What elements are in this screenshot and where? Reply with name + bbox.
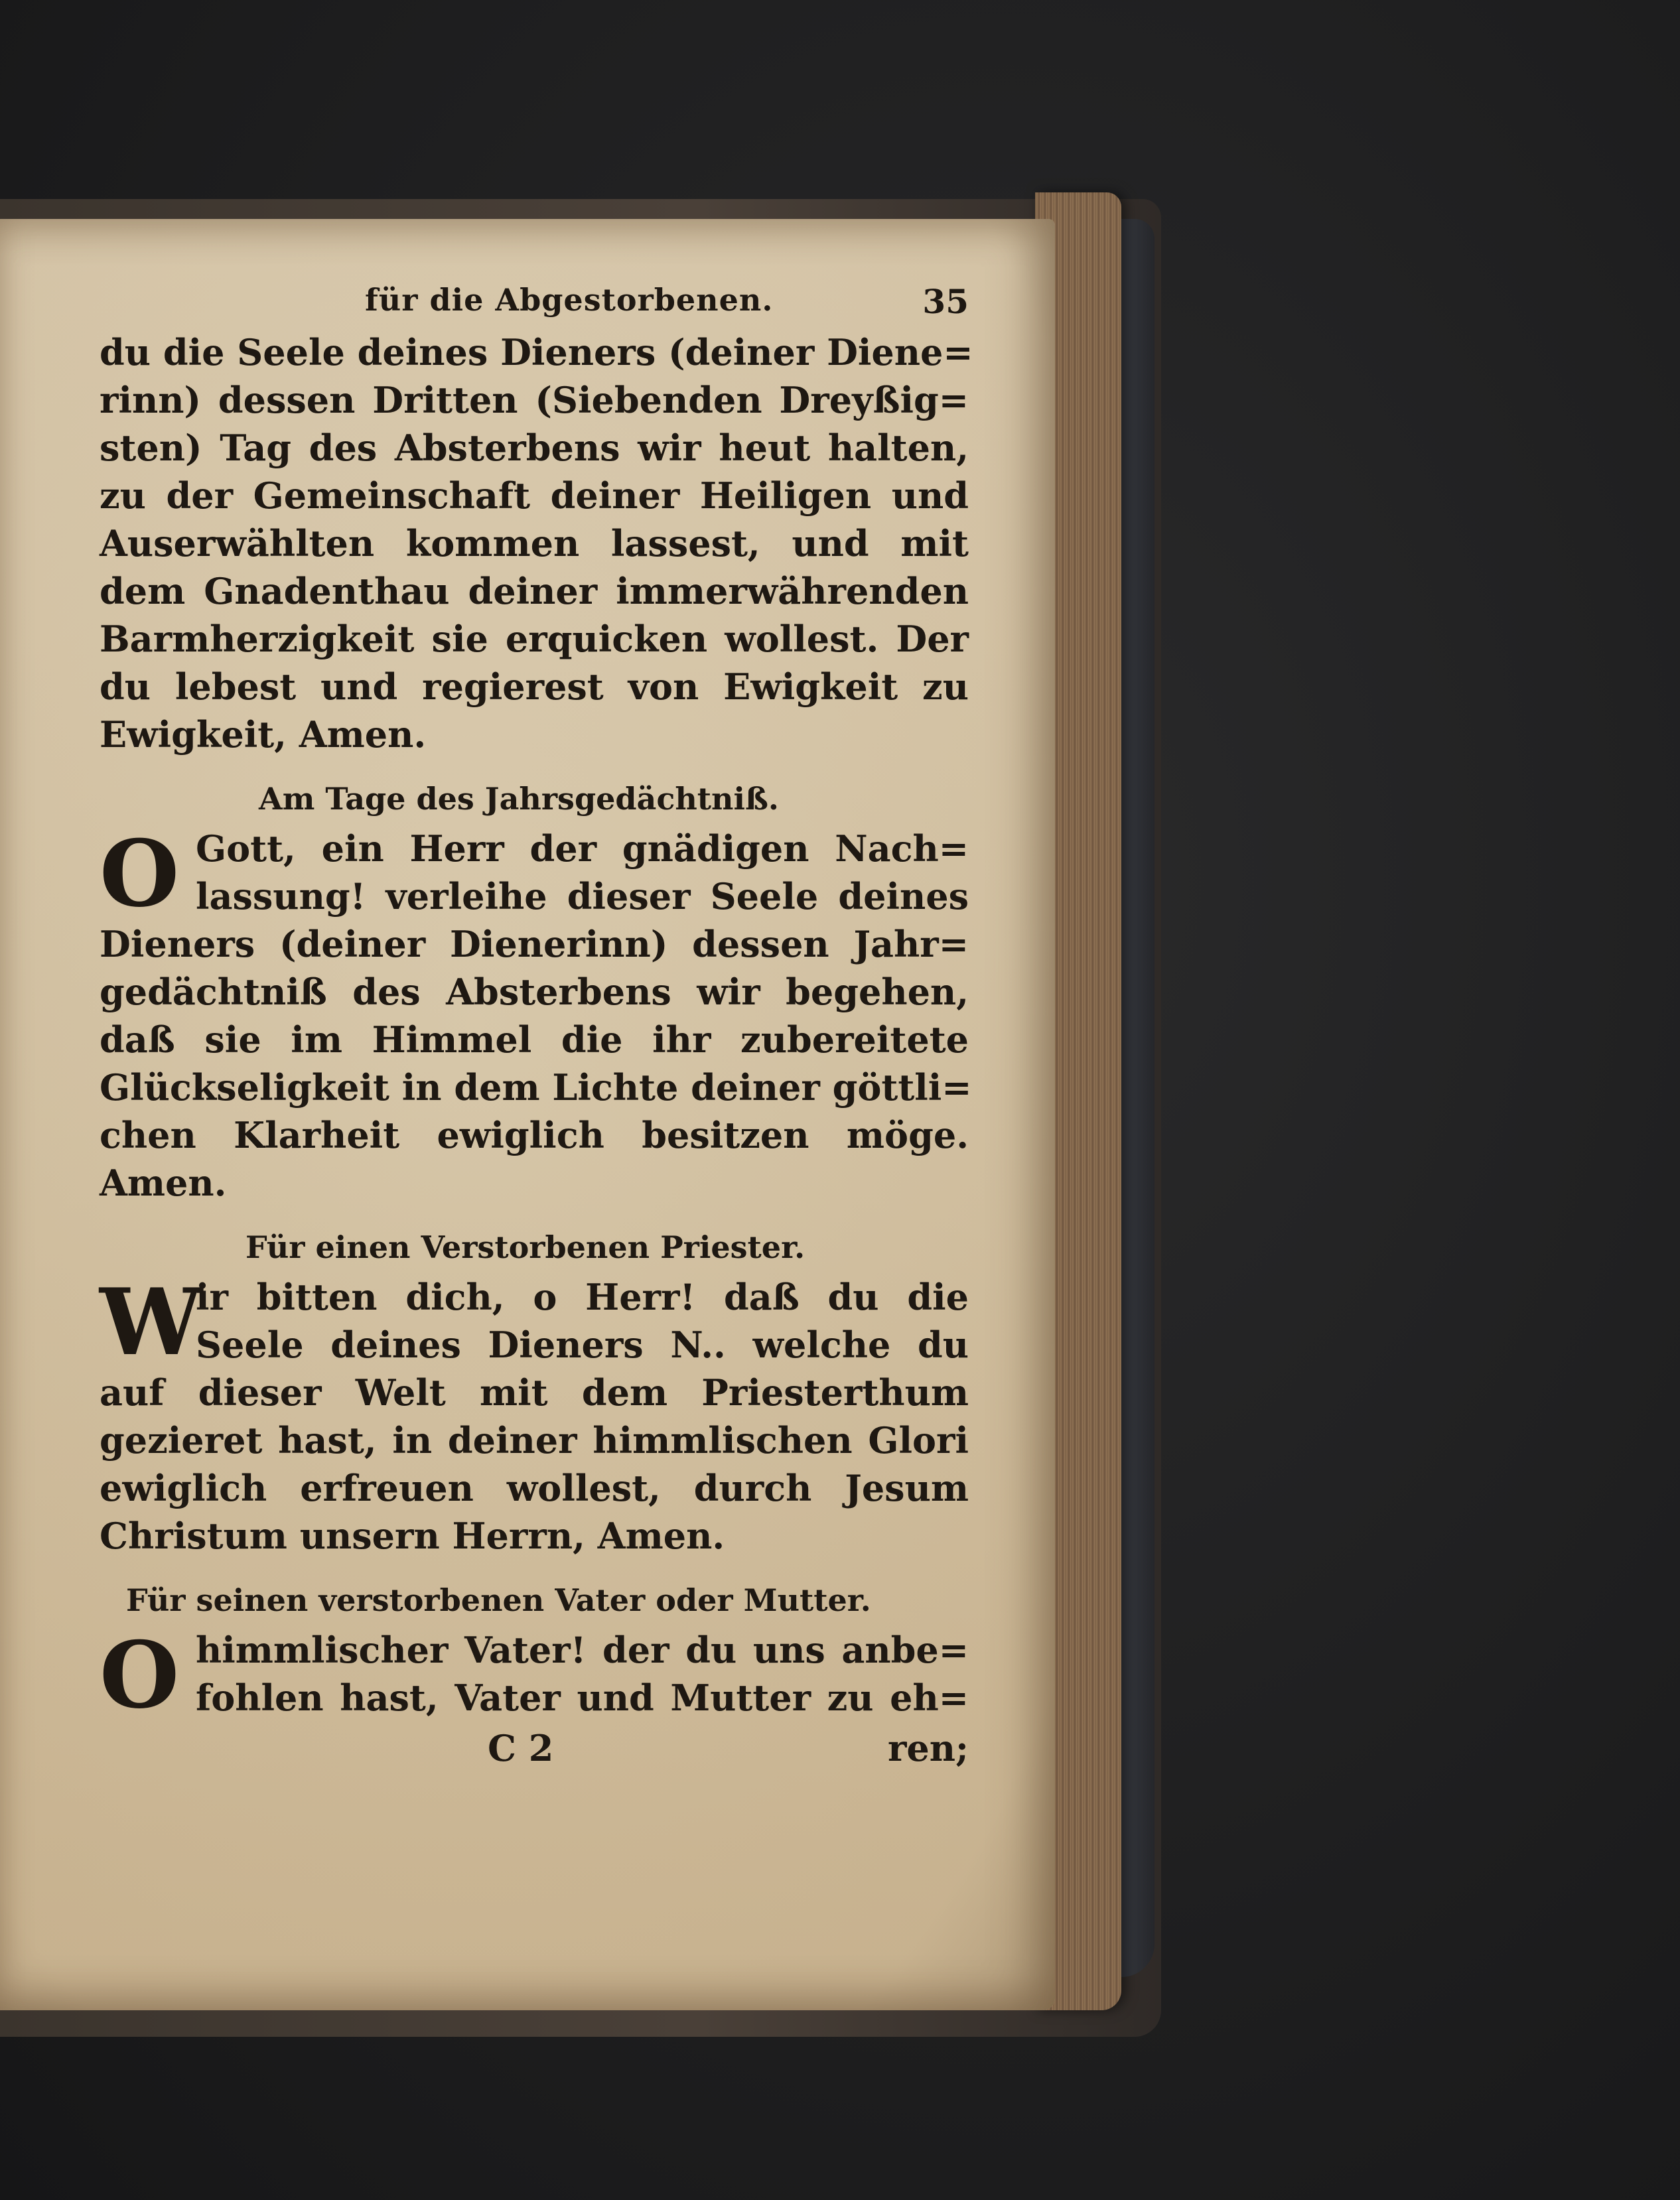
page-footer xyxy=(100,1724,969,1772)
section-heading-anniversary: Am Tage des Jahrsgedächtniß. xyxy=(259,781,779,817)
page-number: 35 xyxy=(922,282,969,321)
text-line: Barmherzigkeit sie erquicken wollest. Der xyxy=(100,618,969,660)
text-line: sten) Tag des Absterbens wir heut halten, xyxy=(100,427,969,469)
text-line: fohlen hast, Vater und Mutter zu eh= xyxy=(196,1677,969,1719)
text-line: rinn) dessen Dritten (Siebenden Dreyßig= xyxy=(100,379,969,421)
text-line: gedächtniß des Absterbens wir begehen, xyxy=(100,971,969,1013)
text-line: Ewigkeit, Amen. xyxy=(100,713,427,756)
text-line: Dieners (deiner Dienerinn) dessen Jahr= xyxy=(100,923,969,965)
text-line: ewiglich erfreuen wollest, durch Jesum xyxy=(100,1467,969,1509)
text-line: du die Seele deines Dieners (deiner Diene= xyxy=(100,331,973,374)
text-line: dem Gnadenthau deiner immerwährenden xyxy=(100,570,969,612)
drop-initial: O xyxy=(100,819,180,928)
text-line: gezieret hast, in deiner himmlischen Glori xyxy=(100,1419,969,1462)
text-line: zu der Gemeinschaft deiner Heiligen und xyxy=(100,474,969,517)
section-heading-parents: Für seinen verstorbenen Vater oder Mutter. xyxy=(126,1582,871,1618)
page-header xyxy=(100,282,969,328)
text-line: daß sie im Himmel die ihr zubereitete xyxy=(100,1018,969,1061)
book-page xyxy=(0,219,1055,2010)
catchword: ren; xyxy=(887,1727,969,1769)
text-line: Christum unsern Herrn, Amen. xyxy=(100,1515,725,1557)
text-line: Auserwählten kommen lassest, und mit xyxy=(100,522,969,565)
text-line: Amen. xyxy=(100,1162,227,1204)
text-line: lassung! verleihe dieser Seele deines xyxy=(196,875,969,918)
page-text-block xyxy=(100,282,973,1772)
prayer-anniversary xyxy=(100,819,972,1207)
text-line: chen Klarheit ewiglich besitzen möge. xyxy=(100,1114,969,1156)
text-line: himmlischer Vater! der du uns anbe= xyxy=(196,1629,969,1671)
signature-mark: C 2 xyxy=(488,1727,554,1769)
section-heading-priest: Für einen Verstorbenen Priester. xyxy=(245,1229,805,1265)
text-line: du lebest und regierest von Ewigkeit zu xyxy=(100,665,969,708)
text-line: Glückseligkeit in dem Lichte deiner göttli= xyxy=(100,1066,972,1109)
text-line: Seele deines Dieners N.. welche du xyxy=(196,1324,969,1366)
drop-initial: W xyxy=(100,1268,202,1376)
prayer-parents xyxy=(100,1621,969,1729)
prayer-priest xyxy=(100,1268,969,1560)
text-line: auf dieser Welt mit dem Priesterthum xyxy=(100,1371,969,1414)
text-line: ir bitten dich, o Herr! daß du die xyxy=(196,1276,969,1318)
paragraph-continuation xyxy=(100,328,973,758)
text-line: Gott, ein Herr der gnädigen Nach= xyxy=(196,827,969,870)
running-head: für die Abgestorbenen. xyxy=(365,282,774,318)
drop-initial: O xyxy=(100,1621,180,1729)
